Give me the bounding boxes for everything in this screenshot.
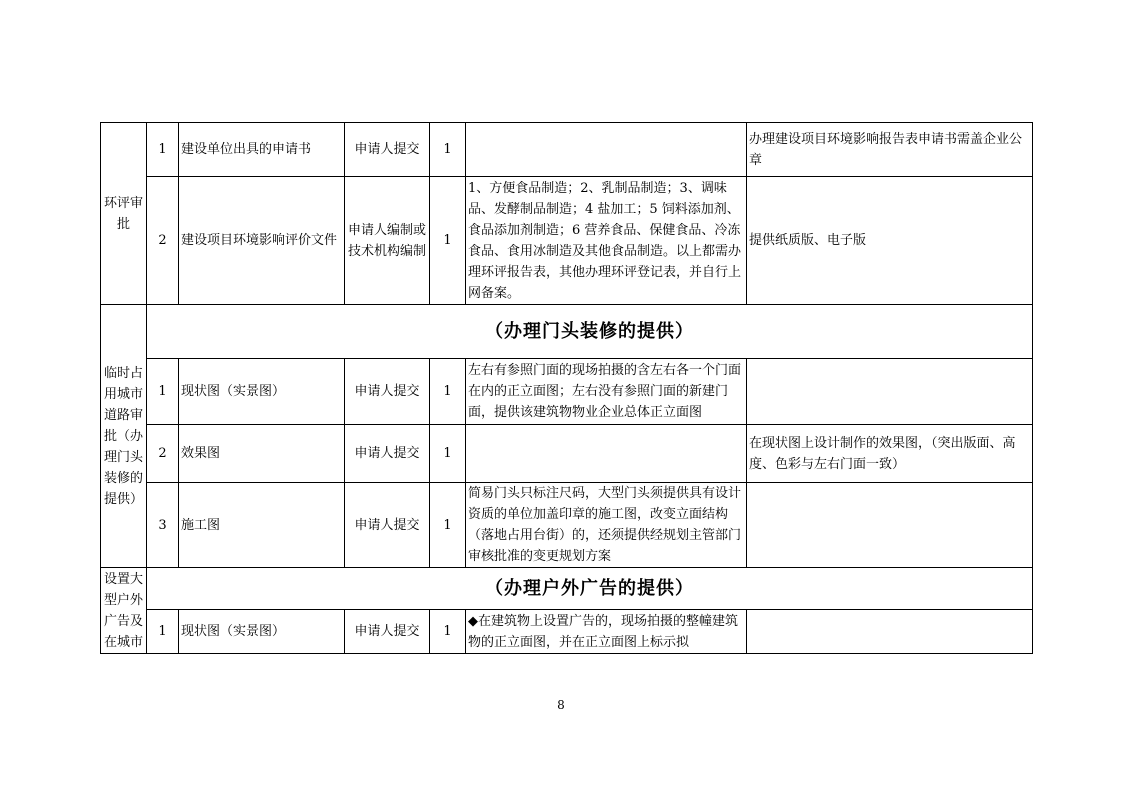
note (747, 483, 1033, 568)
submitter: 申请人提交 (345, 359, 430, 425)
copy-count: 1 (430, 359, 466, 425)
material-name: 现状图（实景图） (179, 610, 345, 654)
item-number: 2 (147, 425, 179, 483)
submitter: 申请人提交 (345, 610, 430, 654)
copy-count: 1 (430, 483, 466, 568)
page-number: 8 (557, 698, 565, 712)
submitter: 申请人提交 (345, 123, 430, 177)
table-row (101, 359, 1033, 425)
item-number: 1 (147, 123, 179, 177)
requirement: 左右有参照门面的现场拍摄的含左右各一个门面在内的正立面图；左右没有参照门面的新建门面，提供该建筑物物业企业总体正立面图 (466, 359, 747, 425)
table-row (101, 305, 1033, 359)
requirement (466, 425, 747, 483)
requirement: ◆在建筑物上设置广告的，现场拍摄的整幢建筑物的正立面图，并在正立面图上标示拟 (466, 610, 747, 654)
copy-count: 1 (430, 177, 466, 305)
item-number: 1 (147, 610, 179, 654)
item-number: 1 (147, 359, 179, 425)
note: 办理建设项目环境影响报告表申请书需盖企业公章 (747, 123, 1033, 177)
copy-count: 1 (430, 610, 466, 654)
section-title-guanggao: （办理户外广告的提供） (147, 568, 1033, 610)
category-cell-guanggao: 设置大型户外广告及在城市 (101, 568, 147, 654)
table-row (101, 568, 1033, 610)
requirement: 1、方便食品制造；2、乳制品制造；3、调味品、发酵制品制造；4 盐加工；5 饲料添加剂、食品添加剂制造；6 营养食品、保健食品、冷冻食品、食用冰制造及其他食品制造。以上都需办理环评报告表，其他办理环评登记表，并自行上网备案。 (466, 177, 747, 305)
table-row (101, 483, 1033, 568)
requirements-table (100, 122, 1033, 654)
table-row (101, 177, 1033, 305)
copy-count: 1 (430, 425, 466, 483)
material-name: 建设项目环境影响评价文件 (179, 177, 345, 305)
table-row (101, 425, 1033, 483)
item-number: 2 (147, 177, 179, 305)
submitter: 申请人编制或技术机构编制 (345, 177, 430, 305)
requirement: 简易门头只标注尺码，大型门头须提供具有设计资质的单位加盖印章的施工图，改变立面结构（落地占用台街）的，还须提供经规划主管部门审核批准的变更规划方案 (466, 483, 747, 568)
submitter: 申请人提交 (345, 425, 430, 483)
material-name: 建设单位出具的申请书 (179, 123, 345, 177)
table-row (101, 123, 1033, 177)
category-cell-mentou: 临时占用城市道路审批（办理门头装修的提供） (101, 305, 147, 568)
table-row (101, 610, 1033, 654)
material-name: 施工图 (179, 483, 345, 568)
copy-count: 1 (430, 123, 466, 177)
note (747, 610, 1033, 654)
category-cell-huanping: 环评审批 (101, 123, 147, 305)
note: 在现状图上设计制作的效果图，（突出版面、高度、色彩与左右门面一致） (747, 425, 1033, 483)
submitter: 申请人提交 (345, 483, 430, 568)
section-title-mentou: （办理门头装修的提供） (147, 305, 1033, 359)
note (747, 359, 1033, 425)
note: 提供纸质版、电子版 (747, 177, 1033, 305)
item-number: 3 (147, 483, 179, 568)
material-name: 现状图（实景图） (179, 359, 345, 425)
material-name: 效果图 (179, 425, 345, 483)
requirement (466, 123, 747, 177)
